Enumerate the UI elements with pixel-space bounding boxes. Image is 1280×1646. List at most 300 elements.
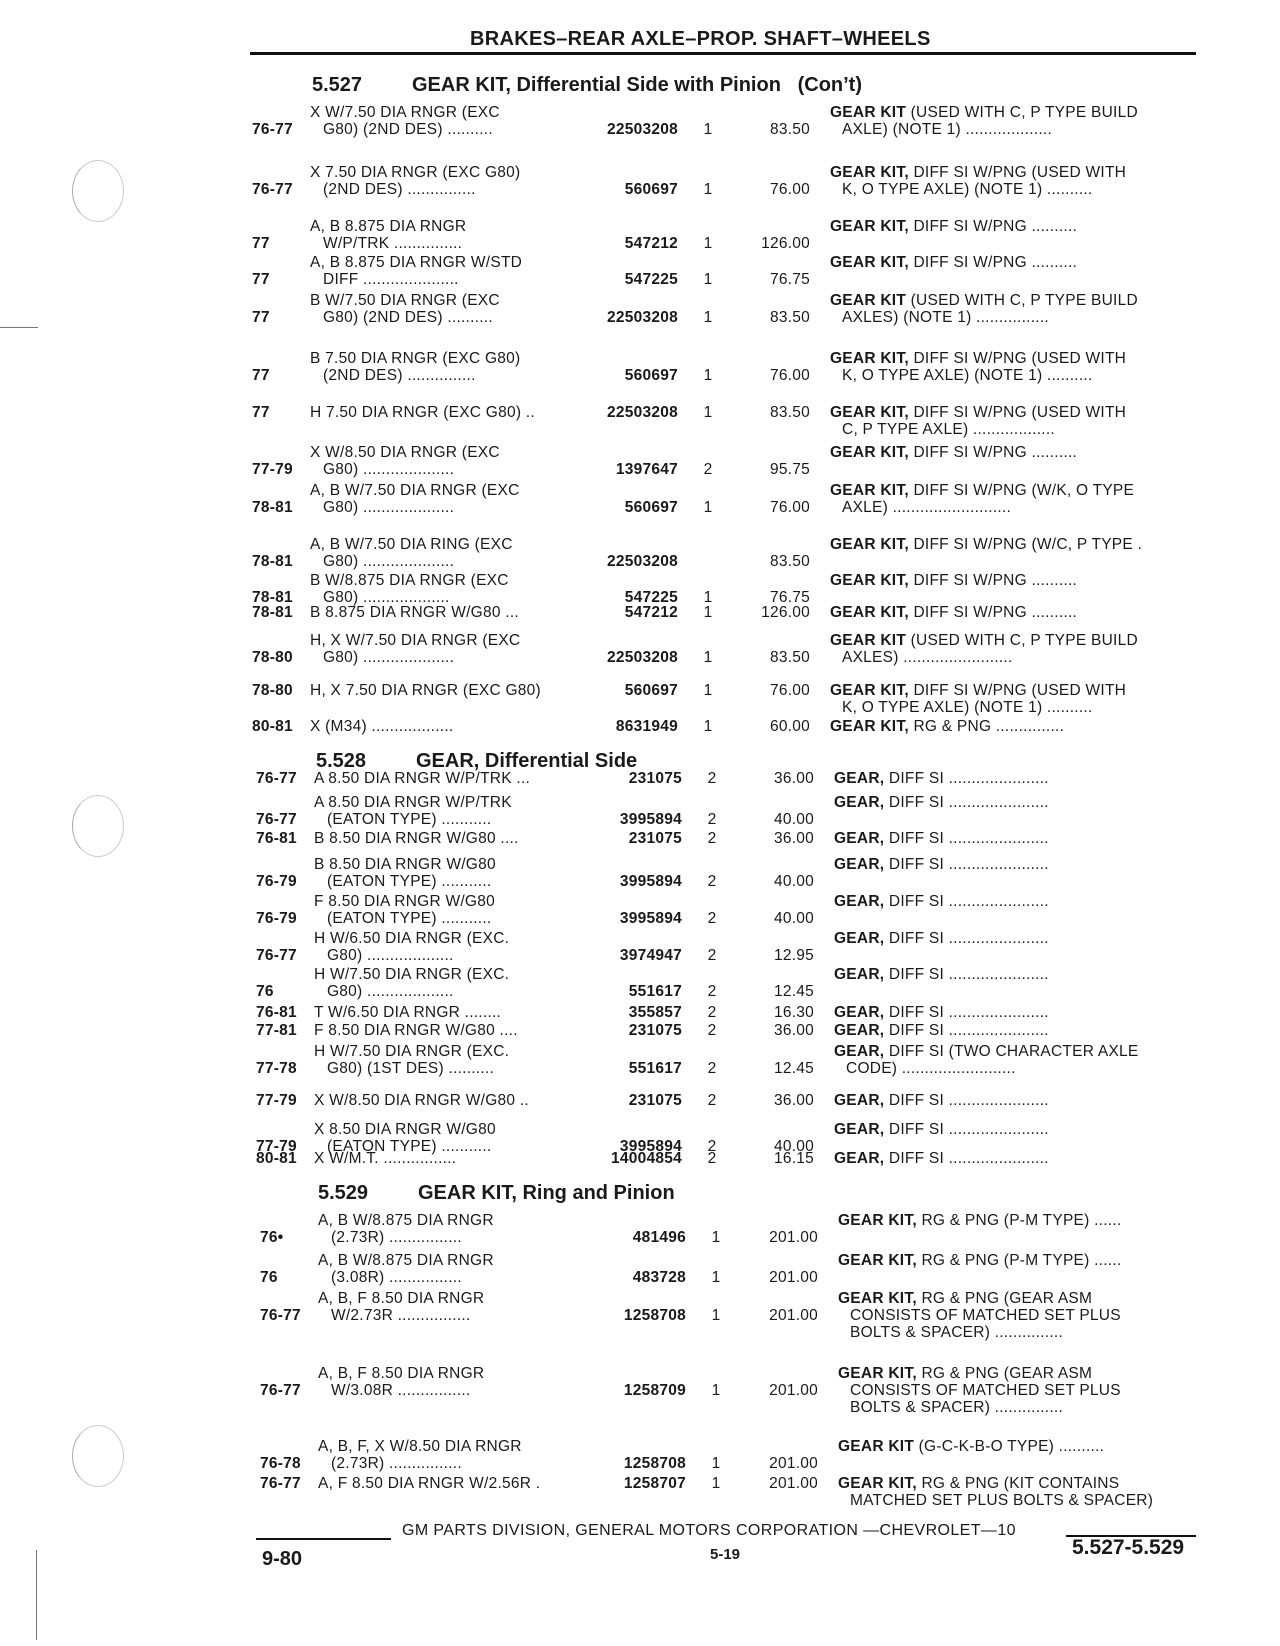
description-line: B 8.875 DIA RNGR W/G80 ... <box>310 604 519 621</box>
part-number: 1397647 <box>615 461 678 478</box>
part-detail-line: K, O TYPE AXLE) (NOTE 1) .......... <box>842 699 1093 716</box>
model-year: 76-79 <box>256 873 297 890</box>
description-line: A 8.50 DIA RNGR W/P/TRK ... <box>314 770 531 787</box>
part-detail: RG & PNG ............... <box>908 718 1065 735</box>
part-number: 1258708 <box>623 1455 686 1472</box>
application-description <box>318 1365 484 1399</box>
part-name: GEAR KIT, <box>830 350 909 367</box>
part-detail-line: K, O TYPE AXLE) (NOTE 1) .......... <box>842 181 1093 198</box>
quantity: 2 <box>707 1150 717 1167</box>
part-detail: DIFF SI W/PNG (W/K, O TYPE <box>908 482 1135 499</box>
part-number: 231075 <box>628 1022 682 1039</box>
model-year: 77-79 <box>256 1092 297 1109</box>
part-name-description <box>834 1121 1049 1138</box>
model-year: 80-81 <box>256 1150 297 1167</box>
part-detail-line: CONSISTS OF MATCHED SET PLUS <box>850 1382 1121 1399</box>
quantity: 1 <box>711 1229 721 1246</box>
part-detail: DIFF SI (TWO CHARACTER AXLE <box>884 1043 1139 1060</box>
quantity: 1 <box>703 309 713 326</box>
part-name: GEAR KIT, <box>830 254 909 271</box>
part-name: GEAR, <box>834 1022 885 1039</box>
description-line: (EATON TYPE) ........... <box>327 873 492 890</box>
quantity: 1 <box>711 1475 721 1492</box>
quantity: 1 <box>703 235 713 252</box>
part-name-line <box>830 536 1142 553</box>
description-line: A, B W/8.875 DIA RNGR <box>318 1252 494 1269</box>
section-title <box>312 74 862 97</box>
application-description <box>310 536 513 570</box>
application-description <box>314 1092 529 1109</box>
application-description <box>314 1022 518 1039</box>
description-line: G80) .................... <box>323 553 455 570</box>
list-price: 76.00 <box>769 181 810 198</box>
application-description <box>314 1043 509 1077</box>
model-year: 76-77 <box>260 1475 301 1492</box>
quantity: 2 <box>707 873 717 890</box>
part-name: GEAR KIT, <box>838 1475 917 1492</box>
part-detail-line: K, O TYPE AXLE) (NOTE 1) .......... <box>842 367 1093 384</box>
part-detail: DIFF SI W/PNG .......... <box>908 218 1078 235</box>
description-line: A, B, F 8.50 DIA RNGR <box>318 1365 485 1382</box>
list-price: 36.00 <box>773 770 814 787</box>
part-detail: RG & PNG (P-M TYPE) ...... <box>916 1212 1122 1229</box>
part-detail: DIFF SI ...................... <box>884 1004 1049 1021</box>
application-description <box>310 482 520 516</box>
description-line: (2ND DES) ............... <box>323 181 476 198</box>
description-line: A, B W/7.50 DIA RING (EXC <box>310 536 513 553</box>
quantity: 1 <box>703 271 713 288</box>
part-name: GEAR, <box>834 1092 885 1109</box>
description-line: B 7.50 DIA RNGR (EXC G80) <box>310 350 521 367</box>
part-detail: DIFF SI W/PNG (W/C, P TYPE . <box>908 536 1143 553</box>
list-price: 76.75 <box>769 271 810 288</box>
application-description <box>310 254 522 288</box>
quantity: 2 <box>707 1004 717 1021</box>
part-number: 355857 <box>628 1004 682 1021</box>
part-detail: DIFF SI ...................... <box>884 1092 1049 1109</box>
part-detail: DIFF SI ...................... <box>884 856 1049 873</box>
application-description <box>310 350 520 384</box>
quantity: 1 <box>703 367 713 384</box>
part-name-line <box>838 1438 1104 1455</box>
description-line: B 8.50 DIA RNGR W/G80 <box>314 856 496 873</box>
part-number: 547225 <box>624 271 678 288</box>
part-name-line <box>830 718 1064 735</box>
description-line: W/2.73R ................ <box>331 1307 471 1324</box>
part-detail-line: BOLTS & SPACER) ............... <box>850 1399 1064 1416</box>
list-price: 16.30 <box>773 1004 814 1021</box>
part-name-description <box>830 482 1134 516</box>
list-price: 60.00 <box>769 718 810 735</box>
part-name-line <box>830 572 1077 589</box>
description-line: A, B 8.875 DIA RNGR <box>310 218 467 235</box>
list-price: 40.00 <box>773 811 814 828</box>
description-line: (2.73R) ................ <box>331 1229 462 1246</box>
part-name-description <box>830 218 1077 235</box>
section-number: 5.529 <box>318 1182 369 1204</box>
part-name-description <box>830 632 1138 666</box>
quantity: 1 <box>703 499 713 516</box>
description-line: X W/7.50 DIA RNGR (EXC <box>310 104 500 121</box>
application-description <box>314 930 509 964</box>
part-name: GEAR KIT, <box>830 164 909 181</box>
application-description <box>314 893 495 927</box>
description-line: G80) (1ST DES) .......... <box>327 1060 495 1077</box>
part-number: 14004854 <box>611 1150 682 1167</box>
part-name-line <box>834 1121 1049 1138</box>
part-number: 560697 <box>624 181 678 198</box>
model-year: 76 <box>256 983 274 1000</box>
model-year: 78-81 <box>252 553 293 570</box>
part-name: GEAR KIT, <box>838 1290 917 1307</box>
model-year: 76-77 <box>260 1382 301 1399</box>
application-description <box>318 1290 484 1324</box>
part-name: GEAR KIT <box>838 1438 915 1455</box>
application-description <box>310 718 453 735</box>
application-description <box>310 404 535 421</box>
part-name: GEAR KIT <box>830 104 907 121</box>
part-number: 22503208 <box>607 121 678 138</box>
model-year: 76• <box>260 1229 284 1246</box>
description-line: X 8.50 DIA RNGR W/G80 <box>314 1121 496 1138</box>
list-price: 36.00 <box>773 830 814 847</box>
edge-mark <box>0 327 38 328</box>
part-name: GEAR KIT, <box>838 1212 917 1229</box>
part-number: 3995894 <box>619 910 682 927</box>
part-name-line <box>830 350 1126 367</box>
part-name-description <box>830 682 1126 716</box>
part-name-line <box>838 1212 1121 1229</box>
part-number: 22503208 <box>607 553 678 570</box>
description-line: (EATON TYPE) ........... <box>327 910 492 927</box>
quantity: 1 <box>711 1307 721 1324</box>
edge-mark <box>36 1550 37 1640</box>
part-name: GEAR, <box>834 893 885 910</box>
list-price: 40.00 <box>773 910 814 927</box>
quantity: 1 <box>703 404 713 421</box>
part-name: GEAR, <box>834 1043 885 1060</box>
quantity: 1 <box>711 1382 721 1399</box>
list-price: 83.50 <box>769 649 810 666</box>
part-name: GEAR KIT, <box>830 572 909 589</box>
model-year: 76-77 <box>252 181 293 198</box>
quantity: 2 <box>707 811 717 828</box>
description-line: A, B W/8.875 DIA RNGR <box>318 1212 494 1229</box>
description-line: H W/7.50 DIA RNGR (EXC. <box>314 1043 510 1060</box>
part-detail: DIFF SI ...................... <box>884 966 1049 983</box>
description-line: H, X W/7.50 DIA RNGR (EXC <box>310 632 521 649</box>
part-name-description <box>834 830 1049 847</box>
part-name: GEAR, <box>834 856 885 873</box>
part-number: 231075 <box>628 830 682 847</box>
part-name: GEAR KIT, <box>830 604 909 621</box>
description-line: H W/6.50 DIA RNGR (EXC. <box>314 930 510 947</box>
application-description <box>314 830 519 847</box>
part-number: 547225 <box>624 589 678 606</box>
part-detail: DIFF SI W/PNG .......... <box>908 254 1078 271</box>
quantity: 1 <box>703 604 713 621</box>
part-detail-line: BOLTS & SPACER) ............... <box>850 1324 1064 1341</box>
list-price: 76.00 <box>769 367 810 384</box>
description-line: DIFF ..................... <box>323 271 459 288</box>
part-name-line <box>838 1365 1121 1382</box>
binder-hole-bottom <box>72 1425 124 1487</box>
part-detail: DIFF SI ...................... <box>884 1150 1049 1167</box>
part-name-line <box>834 794 1049 811</box>
part-name: GEAR KIT, <box>830 218 909 235</box>
part-name-line <box>834 966 1049 983</box>
part-detail: (G-C-K-B-O TYPE) .......... <box>914 1438 1105 1455</box>
part-number: 560697 <box>624 499 678 516</box>
quantity: 1 <box>703 682 713 699</box>
description-line: X W/M.T. ................ <box>314 1150 457 1167</box>
application-description <box>318 1475 540 1492</box>
part-detail: (USED WITH C, P TYPE BUILD <box>906 104 1138 121</box>
quantity: 2 <box>707 830 717 847</box>
part-name-description <box>830 604 1077 621</box>
application-description <box>318 1212 494 1246</box>
part-name: GEAR, <box>834 966 885 983</box>
part-name: GEAR KIT, <box>838 1365 917 1382</box>
section-name: GEAR, Differential Side <box>416 750 638 772</box>
description-line: X (M34) .................. <box>310 718 454 735</box>
part-name-description <box>834 1043 1139 1077</box>
description-line: G80) ................... <box>323 589 450 606</box>
model-year: 77 <box>252 404 270 421</box>
application-description <box>310 444 500 478</box>
part-detail: DIFF SI W/PNG (USED WITH <box>908 164 1127 181</box>
part-detail-line: C, P TYPE AXLE) .................. <box>842 421 1055 438</box>
model-year: 77 <box>252 235 270 252</box>
part-name-description <box>834 893 1049 910</box>
part-name-description <box>830 254 1077 271</box>
model-year: 76 <box>260 1269 278 1286</box>
header-rule <box>250 52 1196 55</box>
part-name-line <box>834 770 1049 787</box>
description-line: F 8.50 DIA RNGR W/G80 .... <box>314 1022 518 1039</box>
part-number: 551617 <box>628 1060 682 1077</box>
part-name-line <box>830 404 1126 421</box>
list-price: 36.00 <box>773 1092 814 1109</box>
part-detail: DIFF SI W/PNG .......... <box>908 572 1078 589</box>
part-name-description <box>834 1150 1049 1167</box>
model-year: 76-81 <box>256 830 297 847</box>
part-number: 22503208 <box>607 404 678 421</box>
part-name-description <box>834 930 1049 947</box>
description-line: G80) .................... <box>323 649 455 666</box>
list-price: 83.50 <box>769 553 810 570</box>
list-price: 16.15 <box>773 1150 814 1167</box>
list-price: 201.00 <box>769 1229 818 1246</box>
footer-section-range: 5.527-5.529 <box>1072 1536 1185 1559</box>
part-detail: DIFF SI ...................... <box>884 1022 1049 1039</box>
description-line: H 7.50 DIA RNGR (EXC G80) .. <box>310 404 535 421</box>
application-description <box>318 1438 522 1472</box>
part-name-line <box>834 856 1049 873</box>
model-year: 76-79 <box>256 910 297 927</box>
description-line: A, B, F, X W/8.50 DIA RNGR <box>318 1438 522 1455</box>
list-price: 40.00 <box>773 1138 814 1155</box>
description-line: B W/7.50 DIA RNGR (EXC <box>310 292 500 309</box>
application-description <box>310 682 541 699</box>
part-name-description <box>838 1438 1104 1455</box>
model-year: 80-81 <box>252 718 293 735</box>
description-line: H, X 7.50 DIA RNGR (EXC G80) <box>310 682 541 699</box>
part-number: 8631949 <box>615 718 678 735</box>
part-name-line <box>834 1022 1049 1039</box>
part-number: 1258707 <box>623 1475 686 1492</box>
part-name: GEAR, <box>834 794 885 811</box>
application-description <box>318 1252 494 1286</box>
part-name-line <box>830 604 1077 621</box>
list-price: 76.75 <box>769 589 810 606</box>
part-name-description <box>834 794 1049 811</box>
list-price: 12.45 <box>773 1060 814 1077</box>
quantity: 1 <box>703 121 713 138</box>
part-name-description <box>834 1022 1049 1039</box>
binder-hole-middle <box>72 795 124 857</box>
part-name-description <box>830 404 1126 438</box>
part-name-description <box>838 1290 1121 1341</box>
description-line: (3.08R) ................ <box>331 1269 462 1286</box>
part-detail: DIFF SI W/PNG (USED WITH <box>908 682 1127 699</box>
part-name-description <box>830 444 1077 461</box>
part-number: 1258709 <box>623 1382 686 1399</box>
description-line: (2.73R) ................ <box>331 1455 462 1472</box>
list-price: 201.00 <box>769 1455 818 1472</box>
part-detail: DIFF SI W/PNG (USED WITH <box>908 404 1127 421</box>
description-line: G80) ................... <box>327 947 454 964</box>
model-year: 76-77 <box>256 811 297 828</box>
part-name-description <box>838 1475 1153 1509</box>
model-year: 76-77 <box>252 121 293 138</box>
quantity: 1 <box>711 1269 721 1286</box>
part-detail: DIFF SI ...................... <box>884 794 1049 811</box>
part-detail: RG & PNG (KIT CONTAINS <box>916 1475 1120 1492</box>
list-price: 201.00 <box>769 1382 818 1399</box>
description-line: H W/7.50 DIA RNGR (EXC. <box>314 966 510 983</box>
part-name-description <box>830 292 1138 326</box>
quantity: 2 <box>707 770 717 787</box>
part-name: GEAR KIT, <box>830 444 909 461</box>
part-name-line <box>830 444 1077 461</box>
list-price: 83.50 <box>769 404 810 421</box>
part-name-line <box>834 830 1049 847</box>
footer-date: 9-80 <box>262 1548 303 1570</box>
part-detail: DIFF SI W/PNG .......... <box>908 604 1078 621</box>
list-price: 95.75 <box>769 461 810 478</box>
part-name-line <box>834 1092 1049 1109</box>
part-name-description <box>834 1092 1049 1109</box>
application-description <box>310 632 520 666</box>
application-description <box>310 164 520 198</box>
quantity: 2 <box>707 1138 717 1155</box>
part-number: 481496 <box>632 1229 686 1246</box>
model-year: 76-77 <box>256 770 297 787</box>
model-year: 77-79 <box>256 1138 297 1155</box>
application-description <box>314 966 509 1000</box>
model-year: 76-77 <box>256 947 297 964</box>
part-number: 560697 <box>624 367 678 384</box>
quantity: 2 <box>707 1092 717 1109</box>
description-line: X W/8.50 DIA RNGR W/G80 .. <box>314 1092 529 1109</box>
description-line: F 8.50 DIA RNGR W/G80 <box>314 893 495 910</box>
part-name-description <box>830 572 1077 589</box>
part-number: 3995894 <box>619 811 682 828</box>
part-name: GEAR KIT, <box>830 536 909 553</box>
part-detail: RG & PNG (GEAR ASM <box>916 1365 1093 1382</box>
quantity: 1 <box>703 589 713 606</box>
part-detail-line: AXLES) (NOTE 1) ................ <box>842 309 1049 326</box>
part-number: 1258708 <box>623 1307 686 1324</box>
list-price: 76.00 <box>769 682 810 699</box>
part-name: GEAR KIT, <box>830 404 909 421</box>
footer-rule <box>256 1538 391 1540</box>
footer-publisher: GM PARTS DIVISION, GENERAL MOTORS CORPORATION —CHEVROLET—10 <box>402 1522 1016 1539</box>
section-name: GEAR KIT, Differential Side with Pinion (Con’t) <box>412 74 862 96</box>
part-name-description <box>830 350 1126 384</box>
quantity: 2 <box>707 1022 717 1039</box>
part-detail: RG & PNG (P-M TYPE) ...... <box>916 1252 1122 1269</box>
part-detail: (USED WITH C, P TYPE BUILD <box>906 632 1138 649</box>
application-description <box>314 794 512 828</box>
part-name: GEAR KIT <box>830 292 907 309</box>
application-description <box>310 292 500 326</box>
part-number: 3995894 <box>619 1138 682 1155</box>
application-description <box>314 1004 501 1021</box>
list-price: 126.00 <box>761 235 810 252</box>
section-number: 5.528 <box>316 750 367 772</box>
part-name: GEAR KIT <box>830 632 907 649</box>
part-name-line <box>830 292 1138 309</box>
list-price: 201.00 <box>769 1269 818 1286</box>
section-number: 5.527 <box>312 74 363 96</box>
part-name-description <box>834 770 1049 787</box>
page-header: BRAKES–REAR AXLE–PROP. SHAFT–WHEELS <box>470 28 931 50</box>
model-year: 78-80 <box>252 649 293 666</box>
description-line: A, F 8.50 DIA RNGR W/2.56R . <box>318 1475 541 1492</box>
part-name: GEAR, <box>834 930 885 947</box>
part-detail-line: CONSISTS OF MATCHED SET PLUS <box>850 1307 1121 1324</box>
description-line: G80) ................... <box>327 983 454 1000</box>
list-price: 36.00 <box>773 1022 814 1039</box>
quantity: 2 <box>707 983 717 1000</box>
footer-page-number: 5-19 <box>710 1546 741 1563</box>
part-name-description <box>838 1365 1121 1416</box>
application-description <box>314 1150 456 1167</box>
quantity: 1 <box>711 1455 721 1472</box>
part-number: 3995894 <box>619 873 682 890</box>
description-line: A 8.50 DIA RNGR W/P/TRK <box>314 794 512 811</box>
part-name: GEAR, <box>834 1004 885 1021</box>
part-name-line <box>838 1252 1121 1269</box>
model-year: 77-79 <box>252 461 293 478</box>
list-price: 40.00 <box>773 873 814 890</box>
list-price: 12.95 <box>773 947 814 964</box>
part-name-line <box>830 482 1134 499</box>
part-name: GEAR, <box>834 770 885 787</box>
description-line: B 8.50 DIA RNGR W/G80 .... <box>314 830 519 847</box>
description-line: G80) (2ND DES) .......... <box>323 121 493 138</box>
part-name-line <box>834 1150 1049 1167</box>
description-line: A, B 8.875 DIA RNGR W/STD <box>310 254 523 271</box>
quantity: 1 <box>703 649 713 666</box>
description-line: B W/8.875 DIA RNGR (EXC <box>310 572 509 589</box>
application-description <box>310 572 509 606</box>
part-detail-line: AXLE) .......................... <box>842 499 1012 516</box>
list-price: 83.50 <box>769 121 810 138</box>
quantity: 2 <box>703 461 713 478</box>
